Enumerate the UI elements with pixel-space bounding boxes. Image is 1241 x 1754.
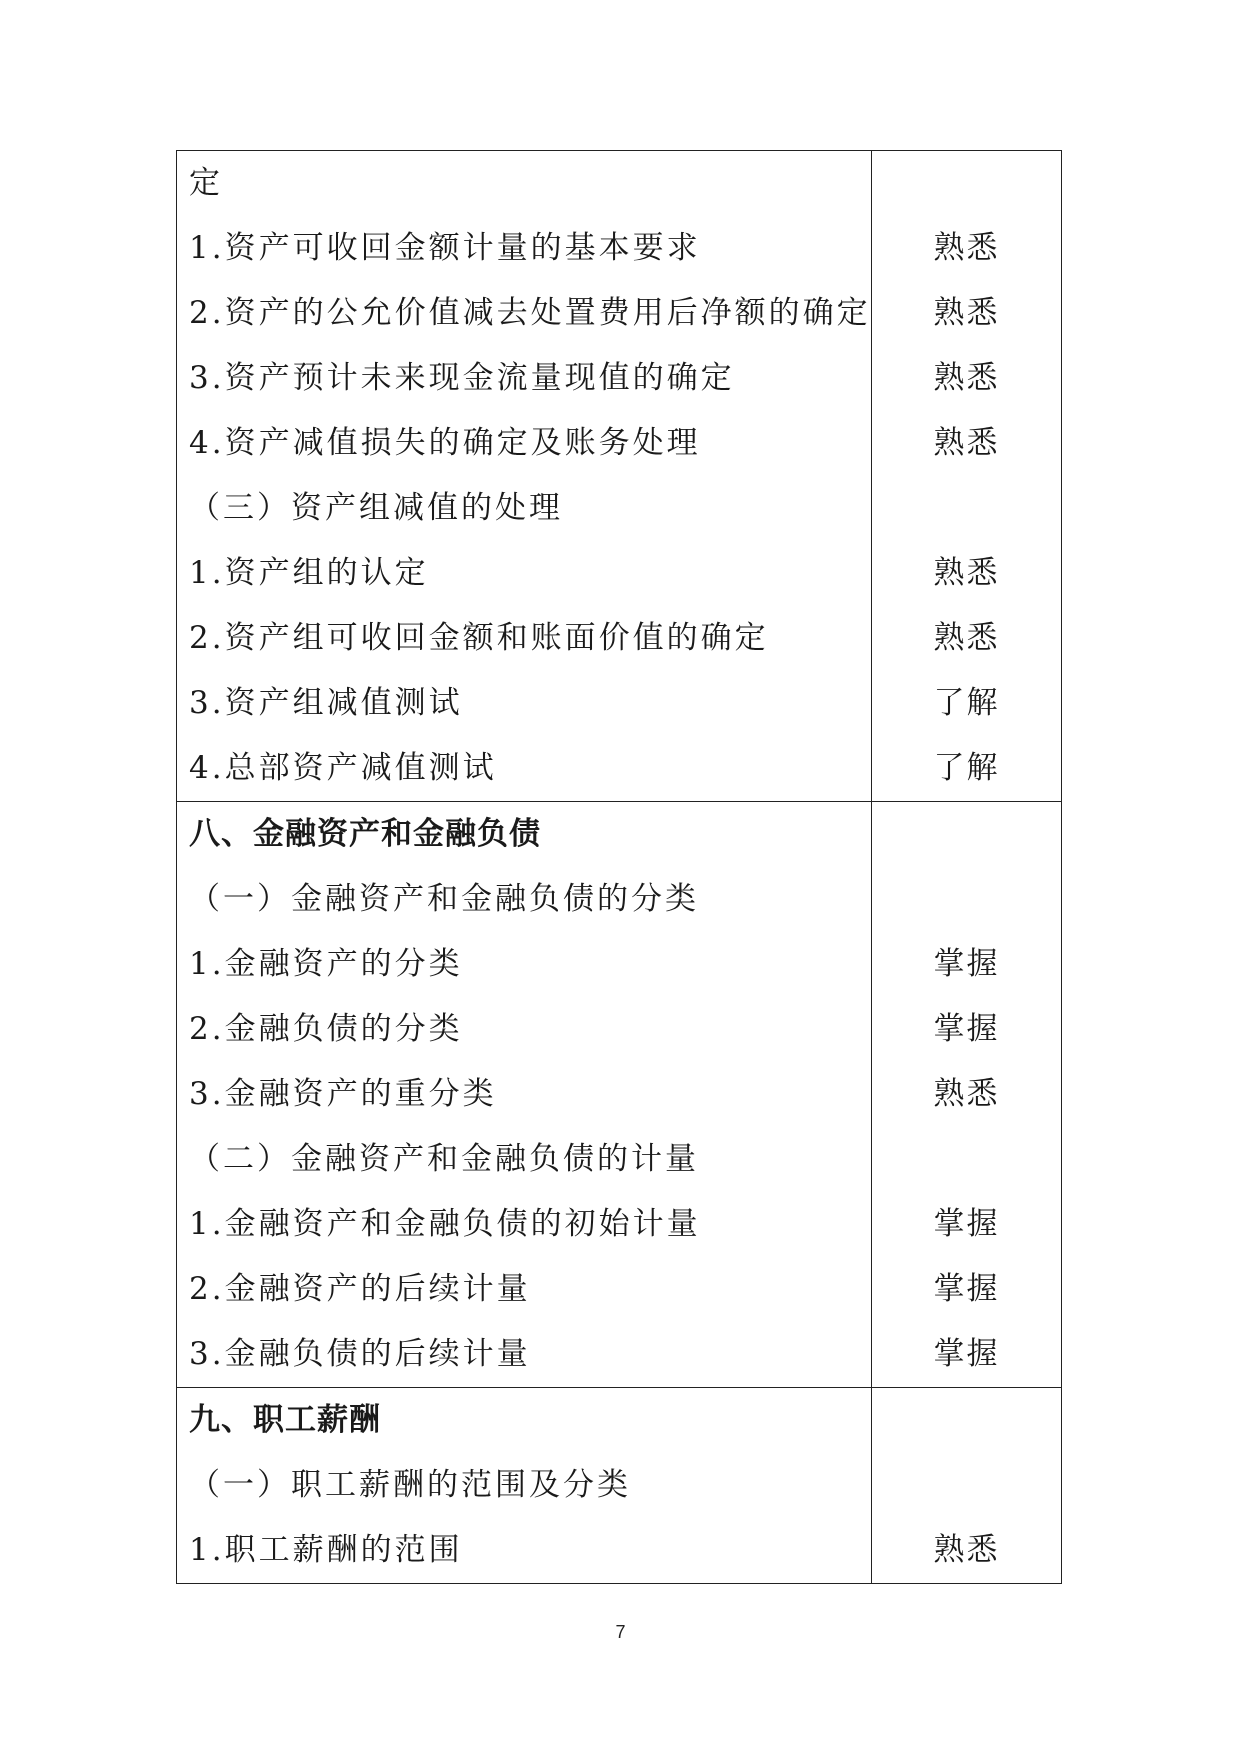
- topic-item: 2.资产的公允价值减去处置费用后净额的确定: [189, 295, 871, 331]
- topic-item: 2.资产组可收回金额和账面价值的确定: [189, 620, 769, 656]
- topic-cell: [177, 802, 872, 1388]
- page-number: 7: [615, 1622, 626, 1642]
- requirement-level: [872, 151, 1061, 216]
- requirement-level: 掌握: [933, 946, 1000, 982]
- section-heading: 九、职工薪酬: [189, 1402, 381, 1438]
- topic-item: 4.资产减值损失的确定及账务处理: [189, 425, 701, 461]
- requirement-level-cell: [872, 1388, 1062, 1584]
- topic-item: 3.金融资产的重分类: [189, 1076, 497, 1112]
- requirement-level: 掌握: [933, 1271, 1000, 1307]
- syllabus-table-body: [177, 151, 1062, 1584]
- requirement-level: 熟悉: [933, 1532, 1000, 1568]
- requirement-level: 掌握: [933, 1206, 1000, 1242]
- requirement-level: 熟悉: [933, 230, 1000, 266]
- topic-item: 1.职工薪酬的范围: [189, 1532, 463, 1568]
- requirement-level-cell: [872, 802, 1062, 1388]
- section-row: [177, 802, 1062, 1388]
- topic-item: （一）金融资产和金融负债的分类: [189, 881, 699, 917]
- requirement-level: [872, 1127, 1061, 1192]
- topic-item: （二）金融资产和金融负债的计量: [189, 1141, 699, 1177]
- topic-item: 3.金融负债的后续计量: [189, 1336, 531, 1372]
- requirement-level: [872, 1388, 1061, 1453]
- requirement-level: 熟悉: [933, 620, 1000, 656]
- requirement-level-cell: [872, 151, 1062, 802]
- requirement-level: 熟悉: [933, 1076, 1000, 1112]
- topic-item: 1.资产可收回金额计量的基本要求: [189, 230, 701, 266]
- requirement-level: [872, 867, 1061, 932]
- topic-cell: [177, 1388, 872, 1584]
- requirement-level: [872, 802, 1061, 867]
- syllabus-table: [176, 150, 1062, 1584]
- section-row: [177, 151, 1062, 802]
- requirement-level: 掌握: [933, 1336, 1000, 1372]
- section-row: [177, 1388, 1062, 1584]
- section-heading: 八、金融资产和金融负债: [189, 816, 541, 852]
- topic-item: 3.资产组减值测试: [189, 685, 463, 721]
- requirement-level: 熟悉: [933, 425, 1000, 461]
- requirement-level: 熟悉: [933, 360, 1000, 396]
- topic-item: 2.金融资产的后续计量: [189, 1271, 531, 1307]
- topic-item: 定: [189, 165, 223, 201]
- requirement-level: 掌握: [933, 1011, 1000, 1047]
- topic-item: 1.金融资产和金融负债的初始计量: [189, 1206, 701, 1242]
- requirement-level: 了解: [933, 685, 1000, 721]
- topic-item: 2.金融负债的分类: [189, 1011, 463, 1047]
- topic-item: （一）职工薪酬的范围及分类: [189, 1467, 631, 1503]
- requirement-level: [872, 1453, 1061, 1518]
- topic-item: 3.资产预计未来现金流量现值的确定: [189, 360, 735, 396]
- topic-item: 1.金融资产的分类: [189, 946, 463, 982]
- topic-item: （三）资产组减值的处理: [189, 490, 563, 526]
- requirement-level: 了解: [933, 750, 1000, 786]
- requirement-level: 熟悉: [933, 295, 1000, 331]
- requirement-level: 熟悉: [933, 555, 1000, 591]
- topic-item: 1.资产组的认定: [189, 555, 429, 591]
- topic-item: 4.总部资产减值测试: [189, 750, 497, 786]
- requirement-level: [872, 476, 1061, 541]
- topic-cell: [177, 151, 872, 802]
